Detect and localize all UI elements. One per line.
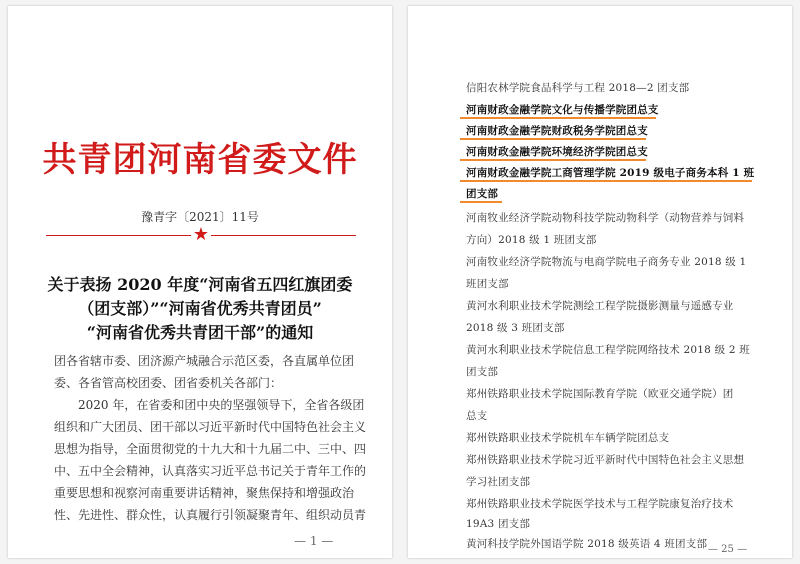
body-line: 思想为指导，全面贯彻党的十九大和十九届二中、三中、四	[54, 442, 367, 456]
page-number: — 25 —	[708, 544, 748, 555]
list-item: 河南牧业经济学院动物科技学院动物科学（动物营养与饲料	[466, 212, 745, 224]
body-line: 2020 年，在省委和团中央的坚强领导下，全省各级团	[78, 398, 365, 412]
heading-line-1: 关于表扬 2020 年度“河南省五四红旗团委	[47, 275, 353, 294]
list-item: 2018 级 3 班团支部	[466, 322, 565, 334]
list-item-highlighted: 河南财政金融学院财政税务学院团总支	[466, 125, 648, 137]
list-item: 信阳农林学院食品科学与工程 2018—2 团支部	[466, 82, 690, 94]
list-item: 黄河水利职业技术学院信息工程学院网络技术 2018 级 2 班	[466, 344, 750, 356]
list-item: 郑州铁路职业技术学院国际教育学院（欧亚交通学院）团	[466, 388, 734, 400]
star-icon: ★	[192, 224, 210, 245]
body-line: 中、五中全会精神，认真落实习近平总书记关于青年工作的	[54, 464, 367, 478]
body-line: 团各省辖市委、团济源产城融合示范区委，各直属单位团	[54, 354, 355, 368]
list-item: 方向）2018 级 1 班团支部	[466, 234, 597, 246]
list-item: 郑州铁路职业技术学院习近平新时代中国特色社会主义思想	[466, 454, 745, 466]
list-item-highlighted: 团支部	[466, 188, 499, 200]
heading-line-3: “河南省优秀共青团干部”的通知	[86, 323, 314, 342]
list-item: 河南牧业经济学院物流与电商学院电子商务专业 2018 级 1	[466, 256, 747, 268]
list-item: 19A3 团支部	[466, 518, 531, 530]
body-line: 重要思想和视察河南重要讲话精神，聚焦保持和增强政治	[54, 486, 355, 500]
body-line: 委、各省管高校团委、团省委机关各部门：	[54, 376, 283, 390]
document-page-right	[408, 6, 792, 558]
highlight-underline	[460, 117, 656, 119]
highlight-underline	[460, 180, 752, 182]
document-page-left	[8, 6, 392, 558]
list-item-highlighted: 河南财政金融学院工商管理学院 2019 级电子商务本科 1 班	[466, 167, 755, 179]
page-number: — 1 —	[294, 534, 334, 548]
body-line: 组织和广大团员、团干部以习近平新时代中国特色社会主义	[54, 420, 367, 434]
list-item: 黄河科技学院外国语学院 2018 级英语 4 班团支部	[466, 538, 708, 550]
list-item: 团支部	[466, 366, 499, 378]
list-item: 总支	[466, 410, 488, 422]
body-line: 性、先进性、群众性，认真履行引领凝聚青年、组织动员青	[54, 508, 367, 522]
list-item: 学习社团支部	[466, 476, 531, 488]
document-number: 豫青字〔2021〕11号	[141, 210, 259, 224]
list-item: 班团支部	[466, 278, 509, 290]
highlight-underline	[460, 159, 646, 161]
highlight-underline	[460, 138, 646, 140]
highlight-underline	[460, 201, 502, 203]
list-item: 郑州铁路职业技术学院机车车辆学院团总支	[466, 432, 670, 444]
org-title: 共青团河南省委文件	[42, 140, 358, 180]
list-item: 郑州铁路职业技术学院医学技术与工程学院康复治疗技术	[466, 498, 734, 510]
list-item-highlighted: 河南财政金融学院文化与传播学院团总支	[466, 104, 659, 116]
list-item-highlighted: 河南财政金融学院环境经济学院团总支	[466, 146, 648, 158]
list-item: 黄河水利职业技术学院测绘工程学院摄影测量与遥感专业	[466, 300, 734, 312]
heading-line-2: （团支部）”“河南省优秀共青团员”	[78, 299, 322, 318]
